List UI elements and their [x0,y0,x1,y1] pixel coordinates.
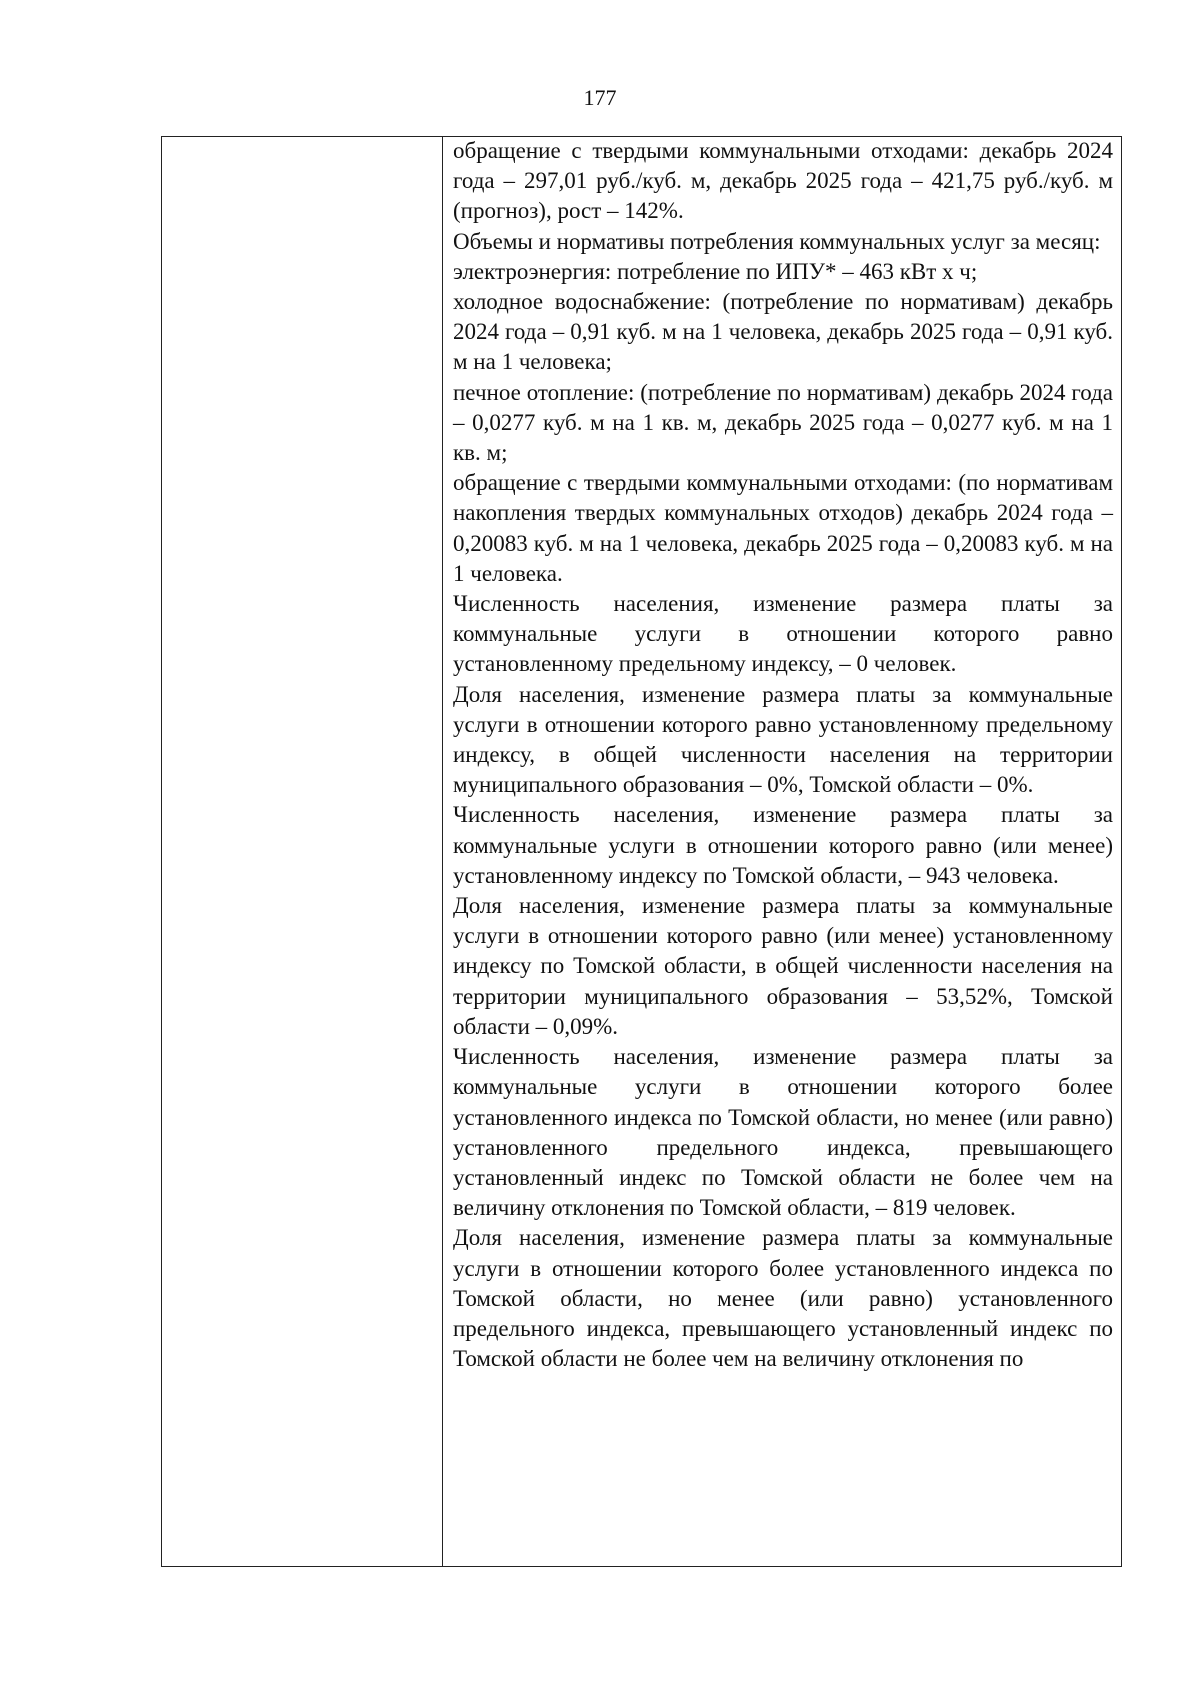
paragraph: Численность населения, изменение размера платы за коммунальные услуги в отношении которого равно установленному предельному индексу, – 0 человек. [453,591,1113,677]
paragraph: Доля населения, изменение размера платы за коммунальные услуги в отношении которого равно установленному предельному индексу, в общей численности населения на территории муниципального образования – 0%, Томской области – 0%. [453,681,1113,798]
page-number: 177 [583,85,617,110]
paragraph: Численность населения, изменение размера платы за коммунальные услуги в отношении которого более установленного индекса по Томской области, но менее (или равно) установленного предельного индекса, превышающего установленный индекс по Томской области не более чем на величину отклонения по Томской области, – 819 человек. [453,1044,1113,1221]
paragraph: обращение с твердыми коммунальными отходами: (по нормативам накопления твердых коммунальных отходов) декабрь 2024 года – 0,20083 куб. м на 1 человека, декабрь 2025 года – 0,20083 куб. м на 1 человека. [453,470,1113,586]
paragraph: электроэнергия: потребление по ИПУ* – 463 кВт х ч; [453,258,978,284]
paragraph: холодное водоснабжение: (потребление по нормативам) декабрь 2024 года – 0,91 куб. м на 1 человека, декабрь 2025 года – 0,91 куб. м на 1 человека; [453,289,1113,375]
content-table [161,136,1122,1567]
table-cell-left [162,137,443,1566]
paragraph: Доля населения, изменение размера платы за коммунальные услуги в отношении которого равно (или менее) установленному индексу по Томской области, в общей численности населения на территории муниципального образования – 53,52%, Томской области – 0,09%. [453,893,1113,1039]
paragraph: Доля населения, изменение размера платы за коммунальные услуги в отношении которого более установленного индекса по Томской области, но менее (или равно) установленного предельного индекса, превышающего установленный индекс по Томской области не более чем на величину отклонения по [453,1225,1113,1372]
paragraph: печное отопление: (потребление по нормативам) декабрь 2024 года – 0,0277 куб. м на 1 кв. м, декабрь 2025 года – 0,0277 куб. м на 1 кв. м; [453,379,1113,466]
paragraph: Численность населения, изменение размера платы за коммунальные услуги в отношении которого равно (или менее) установленному индексу по Томской области, – 943 человека. [453,802,1113,888]
paragraph: обращение с твердыми коммунальными отходами: декабрь 2024 года – 297,01 руб./куб. м, декабрь 2025 года – 421,75 руб./куб. м (прогноз), рост – 142%. [453,138,1113,224]
paragraph: Объемы и нормативы потребления коммунальных услуг за месяц: [453,228,1101,254]
table-cell-right [443,137,1121,1566]
